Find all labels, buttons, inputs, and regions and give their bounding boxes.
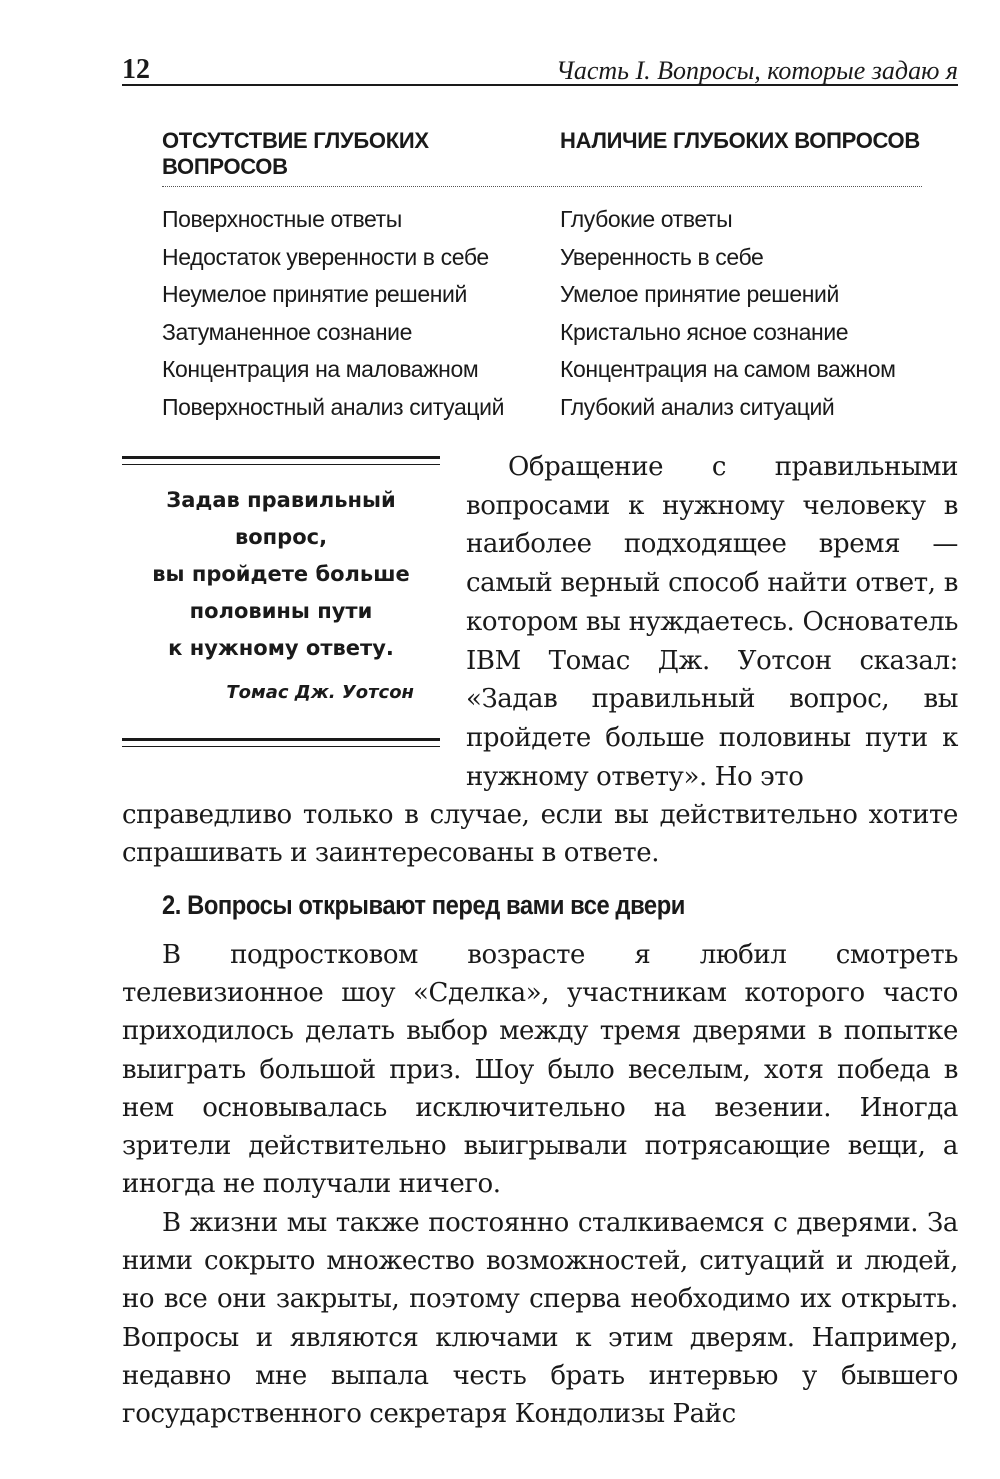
- body-paragraph: В подростковом возрасте я любил смотреть телевизионное шоу «Сделка», участникам которого часто приходилось делать выбор между тремя дверями в попытке выиграть большой приз. Шоу было веселым, хотя победа в нем основывалась исключительно на везении. Иногда зрители действительно выигрывали потрясающие вещи, а иногда не получали ничего.: [122, 940, 958, 1200]
- quote-text: [122, 482, 440, 667]
- section-heading: 2. Вопросы открывают перед вами все двери: [162, 890, 685, 920]
- quote-line: вы пройдете больше: [152, 562, 410, 586]
- comparison-row: [162, 239, 922, 277]
- pull-quote: [122, 456, 440, 748]
- body-paragraph: В жизни мы также постоянно сталкиваемся с дверями. За ними сокрыто множество возможностей, ситуаций и людей, но все они закрыты, поэтому сперва необходимо их открыть. Вопросы и являются ключами к этим дверям. Например, недавно мне выпала честь брать интервью у бывшего государственного секретаря Кондолизы Райс: [122, 1208, 958, 1430]
- quote-author: Томас Дж. Уотсон: [226, 682, 414, 703]
- comparison-row: [162, 351, 922, 389]
- left-cell: Поверхностный анализ ситуаций: [162, 393, 505, 420]
- right-cell: Глубокие ответы: [560, 206, 733, 232]
- left-column-heading: ОТСУТСТВИЕ ГЛУБОКИХ ВОПРОСОВ: [162, 128, 429, 179]
- bottom-double-rule: [122, 738, 440, 747]
- top-double-rule: [122, 456, 440, 465]
- quote-line: Задав правильный: [166, 488, 396, 512]
- comparison-row: [162, 201, 922, 239]
- right-cell: Кристально ясное сознание: [560, 318, 849, 345]
- comparison-header: [162, 128, 922, 187]
- running-title: Часть I. Вопросы, которые задаю я: [555, 56, 958, 85]
- page-number: 12: [122, 54, 150, 85]
- comparison-row: [162, 389, 922, 427]
- comparison-table: [162, 128, 922, 427]
- left-cell: Затуманенное сознание: [162, 318, 412, 345]
- page-header: [122, 50, 958, 86]
- right-cell: Умелое принятие решений: [560, 281, 839, 308]
- paragraph-continuation: справедливо только в случае, если вы действительно хотите спрашивать и заинтересованы в ответе.: [122, 800, 958, 869]
- right-column-heading: НАЛИЧИЕ ГЛУБОКИХ ВОПРОСОВ: [560, 128, 920, 153]
- left-cell: Недостаток уверенности в себе: [162, 243, 489, 270]
- paragraph-right-column: Обращение с правильными вопросами к нужному человеку в наиболее подходящее время — самый верный способ найти ответ, в котором вы нуждаетесь. Основатель IBM Томас Дж. Уотсон сказал: «Задав правильный вопрос, вы пройдете больше половины пути к нужному ответу». Но это: [466, 452, 958, 792]
- quote-line: к нужному ответу.: [168, 636, 394, 660]
- quote-line: половины пути: [189, 599, 373, 623]
- left-cell: Неумелое принятие решений: [162, 281, 467, 308]
- comparison-row: [162, 314, 922, 352]
- right-cell: Глубокий анализ ситуаций: [560, 393, 835, 420]
- comparison-row: [162, 276, 922, 314]
- right-cell: Концентрация на самом важном: [560, 356, 896, 383]
- left-cell: Поверхностные ответы: [162, 206, 402, 232]
- right-cell: Уверенность в себе: [560, 243, 764, 270]
- quote-line: вопрос,: [234, 525, 328, 549]
- left-cell: Концентрация на маловажном: [162, 356, 479, 383]
